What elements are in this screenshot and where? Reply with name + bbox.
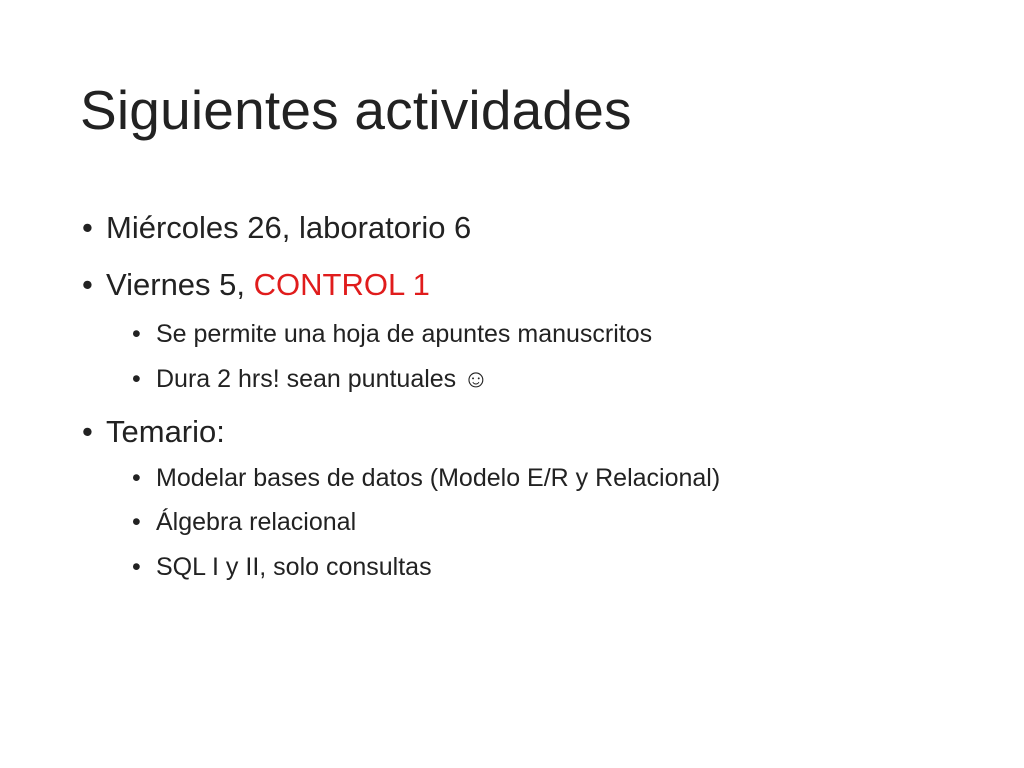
bullet-icon: • bbox=[132, 320, 141, 348]
bullet-item-viernes bbox=[82, 267, 430, 303]
sub-bullet-sql bbox=[132, 553, 432, 582]
bullet-icon: • bbox=[82, 414, 93, 449]
bullet-icon: • bbox=[132, 553, 141, 581]
bullet-text: Se permite una hoja de apuntes manuscritos bbox=[156, 320, 653, 348]
sub-bullet-dura bbox=[132, 365, 489, 394]
bullet-icon: • bbox=[132, 464, 141, 492]
bullet-icon: • bbox=[132, 365, 141, 393]
bullet-icon: • bbox=[82, 210, 93, 245]
bullet-text: Miércoles 26, laboratorio 6 bbox=[106, 210, 472, 245]
bullet-item-miercoles bbox=[82, 210, 471, 246]
sub-bullet-hoja bbox=[132, 320, 652, 349]
bullet-item-temario bbox=[82, 414, 225, 450]
control-highlight: CONTROL 1 bbox=[253, 267, 430, 302]
slide-title: Siguientes actividades bbox=[80, 79, 632, 141]
sub-bullet-modelar bbox=[132, 464, 720, 493]
smiley-icon: ☺ bbox=[463, 365, 489, 393]
bullet-text: SQL I y II, solo consultas bbox=[156, 553, 432, 581]
bullet-text: Modelar bases de datos (Modelo E/R y Relacional) bbox=[156, 464, 721, 492]
bullet-text: Temario: bbox=[106, 414, 225, 449]
bullet-text: Dura 2 hrs! sean puntuales bbox=[156, 365, 464, 393]
sub-bullet-algebra bbox=[132, 508, 356, 537]
bullet-icon: • bbox=[82, 267, 93, 302]
bullet-text: Álgebra relacional bbox=[156, 508, 357, 536]
bullet-text: Viernes 5, bbox=[106, 267, 254, 302]
bullet-icon: • bbox=[132, 508, 141, 536]
